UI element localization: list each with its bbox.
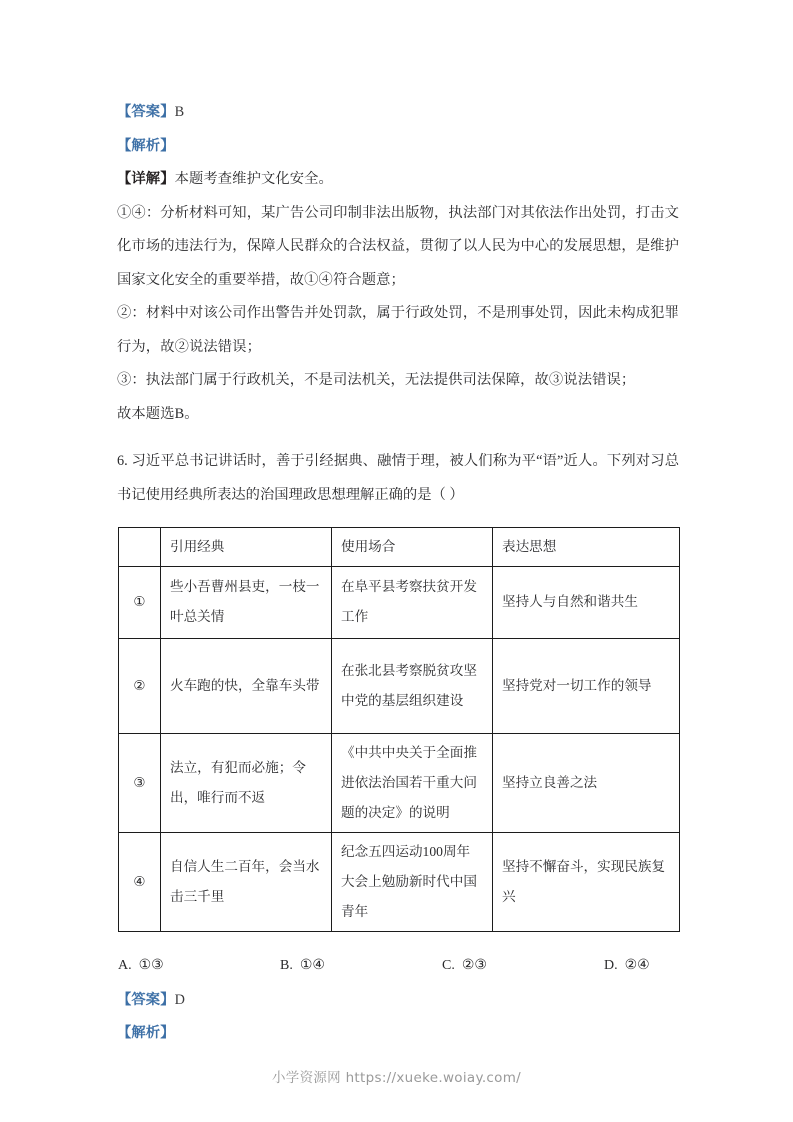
- row-index: ①: [119, 566, 161, 638]
- table-row: [119, 733, 680, 832]
- table-header-index: [119, 527, 161, 566]
- option-b-label: B.: [280, 957, 293, 973]
- row-index: ②: [119, 638, 161, 733]
- q6-answer-line: [117, 984, 679, 1018]
- row-quote: 自信人生二百年，会当水击三千里: [161, 832, 332, 931]
- q5-point-2: ②：材料中对该公司作出警告并处罚款，属于行政处罚，不是刑事处罚，因此未构成犯罪行为，故②说法错误；: [117, 305, 679, 355]
- row-occasion: 纪念五四运动100周年大会上勉励新时代中国青年: [332, 832, 493, 931]
- answer-value: D: [174, 991, 186, 1008]
- q6-analysis-line: [117, 1017, 679, 1051]
- option-c-text: ②③: [461, 957, 487, 973]
- question-6-stem: 习近平总书记讲话时，善于引经据典、融情于理，被人们称为平“语”近人。下列对习总书记使用经典所表达的治国理政思想理解正确的是（ ）: [117, 453, 680, 503]
- option-c[interactable]: [442, 951, 487, 981]
- row-quote: 些小吾曹州县吏，一枝一叶总关情: [161, 566, 332, 638]
- analysis-label: 【解析】: [117, 137, 175, 154]
- question-6-number: 6.: [117, 453, 128, 470]
- row-idea: 坚持不懈奋斗，实现民族复兴: [493, 832, 680, 931]
- row-idea: 坚持党对一切工作的领导: [493, 638, 680, 733]
- table-row: [119, 832, 680, 931]
- q5-point-4: 故本题选B。: [117, 405, 199, 422]
- analysis-label: 【解析】: [117, 1025, 175, 1042]
- row-occasion: 《中共中央关于全面推进依法治国若干重大问题的决定》的说明: [332, 733, 493, 832]
- table-header-row: [119, 527, 680, 566]
- question-6: [117, 445, 679, 1050]
- row-index: ③: [119, 733, 161, 832]
- row-idea: 坚持人与自然和谐共生: [493, 566, 680, 638]
- row-idea: 坚持立良善之法: [493, 733, 680, 832]
- detail-label: 【详解】: [117, 171, 175, 187]
- table-row: [119, 566, 680, 638]
- option-d[interactable]: [604, 951, 650, 981]
- row-quote: 火车跑的快，全靠车头带: [161, 638, 332, 733]
- answer-label: 【答案】: [117, 991, 175, 1008]
- table-header-quote: 引用经典: [161, 527, 332, 566]
- row-occasion: 在张北县考察脱贫攻坚中党的基层组织建设: [332, 638, 493, 733]
- option-b[interactable]: [280, 951, 325, 981]
- option-a-label: A.: [118, 957, 132, 973]
- question-6-options: [117, 951, 679, 981]
- page-content: [117, 96, 679, 1051]
- row-index: ④: [119, 832, 161, 931]
- q5-point-1: ①④：分析材料可知，某广告公司印制非法出版物，执法部门对其依法作出处罚，打击文化市场的违法行为，保障人民群众的合法权益，贯彻了以人民为中心的发展思想，是维护国家文化安全的重要举措，故①④符合题意；: [117, 204, 679, 288]
- option-d-text: ②④: [624, 957, 650, 973]
- q5-detail-line: [117, 163, 679, 197]
- table-header-occasion: 使用场合: [332, 527, 493, 566]
- footer-watermark: 小学资源网 https://xueke.woiay.com/: [271, 1070, 522, 1086]
- option-a-text: ①③: [138, 957, 164, 973]
- option-a[interactable]: [118, 951, 164, 981]
- classics-table: [118, 527, 680, 932]
- row-quote: 法立，有犯而必施；令出，唯行而不返: [161, 733, 332, 832]
- option-d-label: D.: [604, 957, 618, 973]
- q5-analysis-line: [117, 130, 679, 164]
- question-6-stem-line: [117, 445, 679, 512]
- q5-answer-line: [117, 96, 679, 130]
- table-row: [119, 638, 680, 733]
- answer-value: B: [174, 104, 185, 120]
- table-header-idea: 表达思想: [493, 527, 680, 566]
- option-b-text: ①④: [299, 957, 325, 973]
- row-occasion: 在阜平县考察扶贫开发工作: [332, 566, 493, 638]
- q5-point-3: ③：执法部门属于行政机关，不是司法机关，无法提供司法保障，故③说法错误；: [117, 372, 636, 388]
- detail-text: 本题考查维护文化安全。: [174, 171, 333, 187]
- answer-label: 【答案】: [117, 104, 175, 120]
- option-c-label: C.: [442, 957, 455, 973]
